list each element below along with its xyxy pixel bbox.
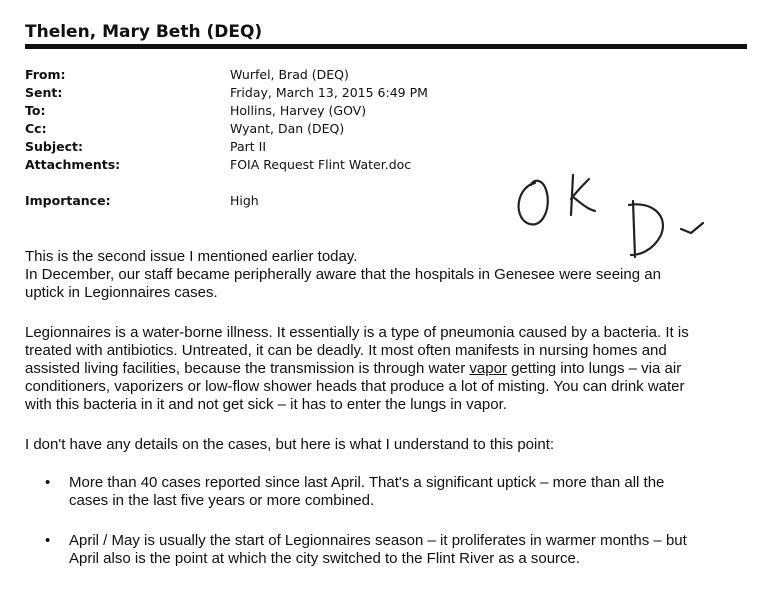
email-sender-header: Thelen, Mary Beth (DEQ) — [25, 22, 263, 42]
body-line: This is the second issue I mentioned earlier today. — [25, 248, 358, 265]
body-line — [25, 360, 745, 378]
to-label: To: — [25, 103, 46, 118]
from-value: Wurfel, Brad (DEQ) — [230, 67, 349, 82]
body-line: conditioners, vaporizers or low-flow shower heads that produce a lot of misting. You can drink water — [25, 378, 685, 395]
subject-value: Part II — [230, 139, 267, 154]
bullet-line: More than 40 cases reported since last April. That's a significant uptick – more than all the — [69, 474, 665, 491]
handwriting-k-stroke — [571, 175, 595, 215]
importance-label: Importance: — [25, 193, 111, 208]
subject-label: Subject: — [25, 139, 83, 154]
handwriting-o-stroke — [519, 181, 548, 225]
list-item — [45, 532, 735, 572]
paragraph-legionnaires — [25, 324, 745, 414]
from-label: From: — [25, 67, 66, 82]
body-line-part: getting into lungs – via air — [506, 360, 682, 377]
bullet-line: cases in the last five years or more combined. — [69, 492, 375, 509]
list-item — [45, 474, 735, 514]
attachments-value: FOIA Request Flint Water.doc — [230, 157, 412, 172]
body-line-part: assisted living facilities, because the transmission is through water — [25, 360, 466, 377]
cc-value: Wyant, Dan (DEQ) — [230, 121, 345, 136]
bullet-icon: • — [45, 474, 51, 491]
body-line: In December, our staff became peripherally aware that the hospitals in Genesee were seeing an — [25, 266, 661, 283]
bullet-icon: • — [45, 532, 51, 549]
bullet-line: April also is the point at which the city switched to the Flint River as a source. — [69, 550, 581, 567]
importance-value: High — [230, 193, 259, 208]
bullet-line: April / May is usually the start of Legionnaires season – it proliferates in warmer months – but — [69, 532, 687, 549]
body-line: with this bacteria in it and not get sick – it has to enter the lungs in vapor. — [25, 396, 507, 413]
body-line: Legionnaires is a water-borne illness. It essentially is a type of pneumonia caused by a bacteria. It is — [25, 324, 689, 341]
paragraph-details — [25, 436, 745, 454]
to-value: Hollins, Harvey (GOV) — [230, 103, 367, 118]
header-rule — [25, 44, 747, 49]
cc-label: Cc: — [25, 121, 47, 136]
body-line: uptick in Legionnaires cases. — [25, 284, 218, 301]
body-line: treated with antibiotics. Untreated, it can be deadly. It most often manifests in nursing homes and — [25, 342, 667, 359]
underlined-word: vapor — [469, 360, 507, 377]
paragraph-intro — [25, 248, 745, 302]
body-line: I don't have any details on the cases, but here is what I understand to this point: — [25, 436, 555, 453]
handwriting-dash-stroke — [681, 223, 703, 233]
attachments-label: Attachments: — [25, 157, 121, 172]
sent-label: Sent: — [25, 85, 63, 100]
sent-value: Friday, March 13, 2015 6:49 PM — [230, 85, 428, 100]
